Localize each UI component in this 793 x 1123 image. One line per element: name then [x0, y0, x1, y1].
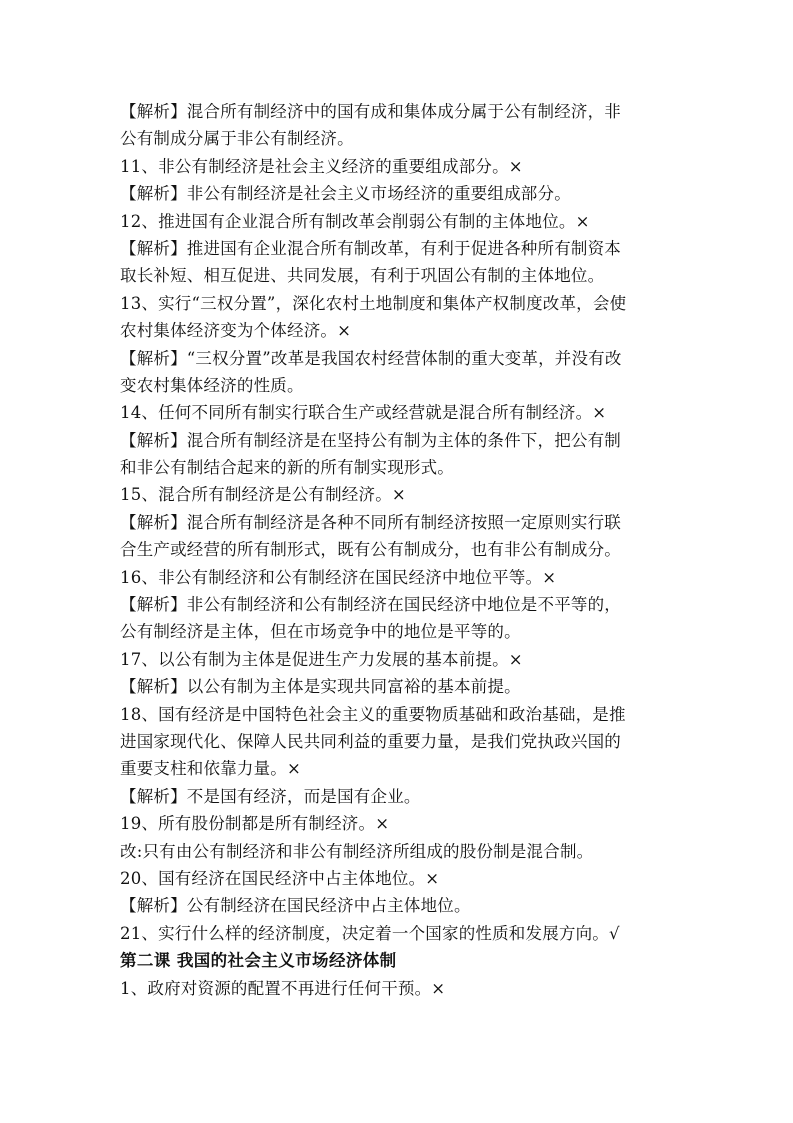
explanation-line: 公有制成分属于非公有制经济。 — [120, 129, 354, 149]
explanation-line: 【解析】非公有制经济和公有制经济在国民经济中地位是不平等的， — [120, 595, 621, 615]
explanation-line: 【解析】不是国有经济，而是国有企业。 — [120, 786, 421, 806]
question-line: 15、混合所有制经济是公有制经济。× — [120, 485, 406, 505]
explanation-line: 取长补短、相互促进、共同发展，有利于巩固公有制的主体地位。 — [120, 266, 605, 286]
explanation-line: 【解析】混合所有制经济是各种不同所有制经济按照一定原则实行联 — [120, 512, 621, 532]
explanation-line: 【解析】以公有制为主体是实现共同富裕的基本前提。 — [120, 677, 521, 697]
explanation-line: 合生产或经营的所有制形式，既有公有制成分，也有非公有制成分。 — [120, 540, 621, 560]
correction-line: 改:只有由公有制经济和非公有制经济所组成的股份制是混合制。 — [120, 841, 594, 861]
section-heading: 第二课 我国的社会主义市场经济体制 — [120, 951, 397, 971]
question-line: 19、所有股份制都是所有制经济。× — [120, 814, 390, 834]
question-line: 14、任何不同所有制实行联合生产或经营就是混合所有制经济。× — [120, 403, 607, 423]
question-line: 16、非公有制经济和公有制经济在国民经济中地位平等。× — [120, 567, 557, 587]
question-line: 农村集体经济变为个体经济。× — [120, 321, 352, 341]
question-line: 13、实行“三权分置”，深化农村土地制度和集体产权制度改革，会使 — [120, 293, 627, 313]
explanation-line: 【解析】公有制经济在国民经济中占主体地位。 — [120, 896, 471, 916]
explanation-line: 【解析】混合所有制经济中的国有成和集体成分属于公有制经济，非 — [120, 102, 621, 121]
question-line: 20、国有经济在国民经济中占主体地位。× — [120, 868, 440, 888]
explanation-line: 【解析】“三权分置”改革是我国农村经营体制的重大变革，并没有改 — [120, 348, 622, 368]
question-line: 11、非公有制经济是社会主义经济的重要组成部分。× — [120, 156, 523, 176]
explanation-line: 【解析】混合所有制经济是在坚持公有制为主体的条件下，把公有制 — [120, 430, 621, 450]
question-line: 重要支柱和依靠力量。× — [120, 759, 302, 779]
question-line: 进国家现代化、保障人民共同利益的重要力量，是我们党执政兴国的 — [120, 731, 621, 751]
question-line: 21、实行什么样的经济制度，决定着一个国家的性质和发展方向。√ — [120, 923, 620, 943]
question-line: 1、政府对资源的配置不再进行任何干预。× — [120, 978, 446, 998]
question-line: 12、推进国有企业混合所有制改革会削弱公有制的主体地位。× — [120, 211, 590, 231]
explanation-line: 【解析】推进国有企业混合所有制改革，有利于促进各种所有制资本 — [120, 238, 621, 258]
explanation-line: 公有制经济是主体，但在市场竞争中的地位是平等的。 — [120, 622, 521, 642]
question-line: 17、以公有制为主体是促进生产力发展的基本前提。× — [120, 649, 523, 669]
document-page — [120, 98, 686, 1002]
question-line: 18、国有经济是中国特色社会主义的重要物质基础和政治基础，是推 — [120, 704, 626, 724]
explanation-line: 变农村集体经济的性质。 — [120, 375, 304, 395]
explanation-line: 和非公有制结合起来的新的所有制实现形式。 — [120, 458, 454, 478]
explanation-line: 【解析】非公有制经济是社会主义市场经济的重要组成部分。 — [120, 184, 571, 204]
